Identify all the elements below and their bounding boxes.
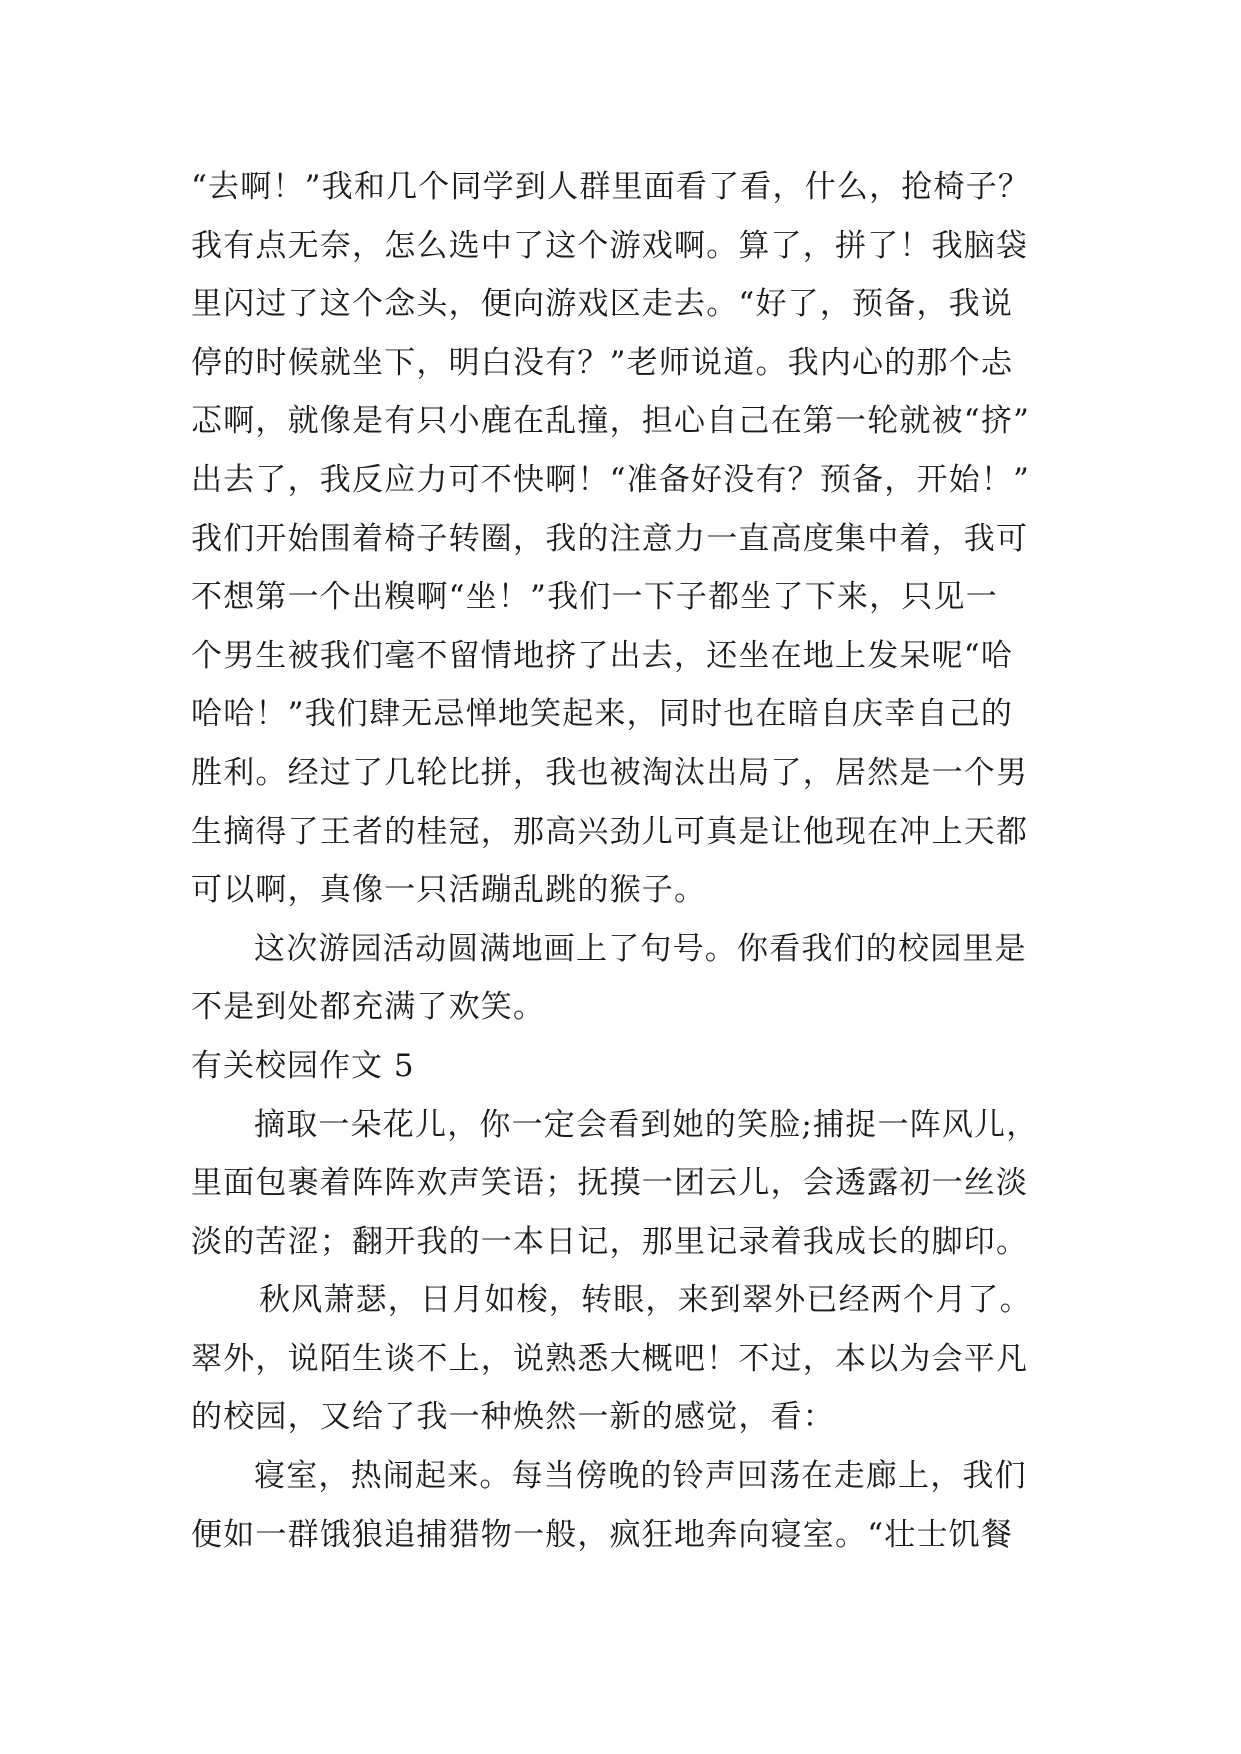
text-line: 胜利。经过了几轮比拼，我也被淘汰出局了，居然是一个男 [191,754,1029,791]
text-line: 停的时候就坐下，明白没有？”老师说道。我内心的那个忐 [191,344,1014,381]
text-line: 淡的苦涩；翻开我的一本日记，那里记录着我成长的脚印。 [191,1223,1029,1260]
paragraph-start-line: 寝室，热闹起来。每当傍晚的铃声回荡在走廊上，我们 [254,1458,1027,1495]
text-line: 我们开始围着椅子转圈，我的注意力一直高度集中着，我可 [191,520,1029,557]
text-line: 不是到处都充满了欢笑。 [191,989,546,1026]
text-line: 出去了，我反应力可不快啊！“准备好没有？预备，开始！” [191,461,1031,498]
text-line: 个男生被我们毫不留情地挤了出去，还坐在地上发呆呢“哈 [191,637,1014,674]
text-line: 翠外，说陌生谈不上，说熟悉大概吧！不过，本以为会平凡 [191,1340,1029,1377]
text-line: 里闪过了这个念头，便向游戏区走去。“好了，预备，我说 [191,286,1014,323]
text-line: 哈哈！”我们肆无忌惮地笑起来，同时也在暗自庆幸自己的 [191,696,1014,733]
text-line: “去啊！”我和几个同学到人群里面看了看，什么，抢椅子？ [191,169,1031,205]
text-line: 不想第一个出糗啊“坐！”我们一下子都坐了下来，只见一 [191,579,998,616]
section-heading: 有关校园作文 5 [191,1047,415,1084]
text-line: 的校园，又给了我一种焕然一新的感觉，看： [191,1399,835,1436]
essay-body [191,158,1071,1564]
paragraph-start-line: 这次游园活动圆满地画上了句号。你看我们的校园里是 [254,930,1027,967]
text-line: 生摘得了王者的桂冠，那高兴劲儿可真是让他现在冲上天都 [191,813,1029,850]
text-line: 可以啊，真像一只活蹦乱跳的猴子。 [191,872,707,909]
text-line: 便如一群饿狼追捕猎物一般，疯狂地奔向寝室。“壮士饥餐 [191,1516,1014,1553]
paragraph-start-line: 秋风萧瑟，日月如梭，转眼，来到翠外已经两个月了。 [259,1282,1032,1319]
text-line: 里面包裹着阵阵欢声笑语；抚摸一团云儿，会透露初一丝淡 [191,1165,1029,1202]
text-line: 忑啊，就像是有只小鹿在乱撞，担心自己在第一轮就被“挤” [191,403,1031,440]
paragraph-start-line: 摘取一朵花儿，你一定会看到她的笑脸;捕捉一阵风儿， [254,1106,1039,1143]
text-line: 我有点无奈，怎么选中了这个游戏啊。算了，拼了！我脑袋 [191,227,1029,264]
